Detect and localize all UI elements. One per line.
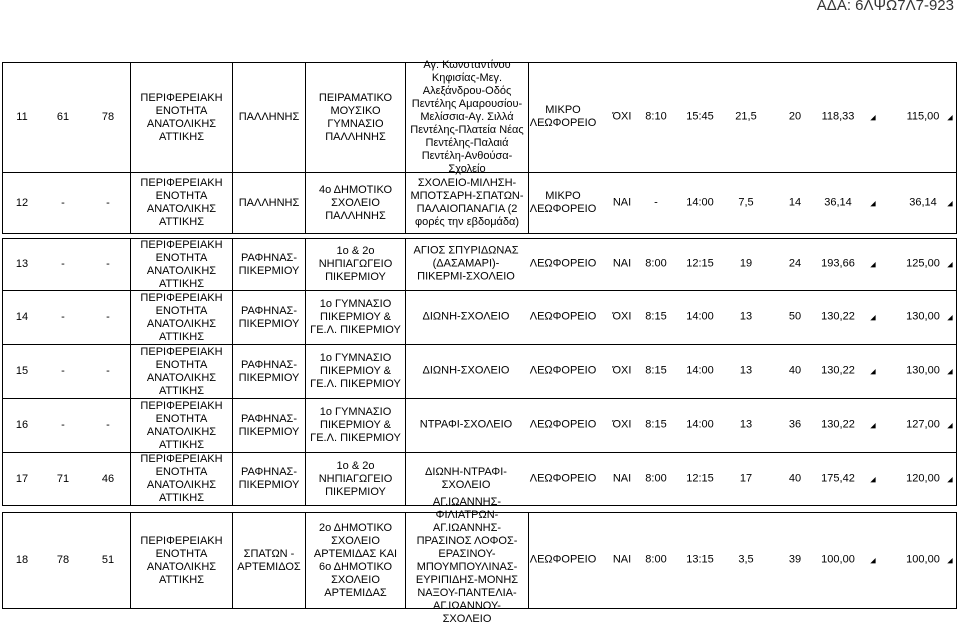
- cell-municipality: ΡΑΦΗΝΑΣ-ΠΙΚΕΡΜΙΟΥ: [232, 452, 306, 506]
- cell-offer-cost: 120,00: [906, 472, 940, 484]
- cell-route: ΔΙΩΝΗ-ΝΤΡΑΦΙ-ΣΧΟΛΕΙΟ: [425, 465, 507, 491]
- cell-no: 16: [2, 398, 41, 453]
- currency-marker-icon: ◢: [870, 422, 876, 430]
- currency-marker-icon: ◢: [870, 368, 876, 376]
- cell-school: 1ο ΓΥΜΝΑΣΙΟ ΠΙΚΕΡΜΙΟΥ & ΓΕ.Λ. ΠΙΚΕΡΜΙΟΥ: [305, 290, 406, 345]
- cell-escort-flag: ΌΧΙ: [612, 310, 632, 323]
- cell-c2: 71: [40, 452, 86, 506]
- cell-offer-cost: 100,00: [906, 553, 940, 566]
- cell-region: ΠΕΡΙΦΕΡΕΙΑΚΗ ΕΝΟΤΗΤΑ ΑΝΑΤΟΛΙΚΗΣ ΑΤΤΙΚΗΣ: [130, 512, 233, 609]
- cell-start-time: 8:15: [645, 418, 667, 431]
- cell-c3: -: [85, 398, 131, 453]
- cell-daily-cost: 193,66: [821, 257, 855, 270]
- cell-offer-cost: 115,00: [906, 110, 940, 123]
- currency-marker-icon: ◢: [947, 261, 953, 269]
- cell-students: 20: [788, 110, 802, 123]
- currency-marker-icon: ◢: [947, 200, 953, 207]
- cell-km: 13: [739, 310, 753, 323]
- cell-municipality: ΡΑΦΗΝΑΣ-ΠΙΚΕΡΜΙΟΥ: [232, 290, 306, 345]
- cell-school: 1ο & 2ο ΝΗΠΙΑΓΩΓΕΙΟ ΠΙΚΕΡΜΙΟΥ: [305, 238, 406, 291]
- cell-c2: 61: [40, 62, 86, 173]
- cell-municipality: ΡΑΦΗΝΑΣ-ΠΙΚΕΡΜΙΟΥ: [232, 398, 306, 453]
- cell-daily-cost: 118,33: [821, 110, 855, 123]
- currency-marker-icon: ◢: [947, 314, 953, 322]
- cell-vehicle-type: ΜΙΚΡΟ ΛΕΩΦΟΡΕΙΟ: [529, 104, 597, 129]
- cell-region: ΠΕΡΙΦΕΡΕΙΑΚΗ ΕΝΟΤΗΤΑ ΑΝΑΤΟΛΙΚΗΣ ΑΤΤΙΚΗΣ: [130, 290, 233, 345]
- cell-offer-cost: 130,00: [906, 364, 940, 377]
- cell-municipality: ΣΠΑΤΩΝ - ΑΡΤΕΜΙΔΟΣ: [232, 512, 306, 609]
- cell-escort-flag: ΌΧΙ: [612, 364, 632, 377]
- cell-no: 12: [2, 172, 41, 234]
- cell-start-time: 8:10: [645, 110, 667, 123]
- cell-route: ΔΙΩΝΗ-ΣΧΟΛΕΙΟ: [422, 364, 510, 377]
- cell-escort-flag: ΝΑΙ: [612, 196, 632, 208]
- cell-vehicle-type: ΛΕΩΦΟΡΕΙΟ: [529, 553, 597, 566]
- currency-marker-icon: ◢: [870, 476, 876, 483]
- cell-c3: 46: [85, 452, 131, 506]
- cell-route: ΝΤΡΑΦΙ-ΣΧΟΛΕΙΟ: [419, 418, 513, 431]
- cell-km: 21,5: [735, 110, 757, 123]
- cell-no: 14: [2, 290, 41, 345]
- cell-end-time: 14:00: [686, 310, 714, 323]
- cell-end-time: 14:00: [686, 418, 714, 431]
- cell-c3: 51: [85, 512, 131, 609]
- currency-marker-icon: ◢: [947, 368, 953, 376]
- cell-vehicle-type: ΛΕΩΦΟΡΕΙΟ: [529, 472, 597, 484]
- cell-km: 13: [739, 418, 753, 431]
- cell-students: 36: [788, 418, 802, 431]
- cell-km: 3,5: [738, 553, 754, 566]
- cell-students: 39: [788, 553, 802, 566]
- cell-school: 2ο ΔΗΜΟΤΙΚΟ ΣΧΟΛΕΙΟ ΑΡΤΕΜΙΔΑΣ ΚΑΙ 6ο ΔΗΜΟΤΙΚΟ ΣΧΟΛΕΙΟ ΑΡΤΕΜΙΔΑΣ: [305, 512, 406, 609]
- cell-km: 7,5: [738, 196, 754, 208]
- cell-school: 1ο ΓΥΜΝΑΣΙΟ ΠΙΚΕΡΜΙΟΥ & ΓΕ.Λ. ΠΙΚΕΡΜΙΟΥ: [305, 398, 406, 453]
- cell-municipality: ΡΑΦΗΝΑΣ-ΠΙΚΕΡΜΙΟΥ: [232, 238, 306, 291]
- cell-vehicle-type: ΛΕΩΦΟΡΕΙΟ: [529, 364, 597, 377]
- cell-route: Αγ. Κωνσταντίνου Κηφισίας-Μεγ. Αλεξάνδρου-Οδός Πεντέλης Αμαρουσίου-Μελίσσια-Αγ. Σιλλά Πεντέλης-Πλατεία Νέας Πεντέλης-Παλαιά Πεντέλη-Ανθούσα-Σχολείο: [405, 62, 529, 173]
- currency-marker-icon: ◢: [870, 261, 876, 269]
- cell-region: ΠΕΡΙΦΕΡΕΙΑΚΗ ΕΝΟΤΗΤΑ ΑΝΑΤΟΛΙΚΗΣ ΑΤΤΙΚΗΣ: [130, 398, 233, 453]
- cell-vehicle-type: ΛΕΩΦΟΡΕΙΟ: [529, 418, 597, 431]
- cell-route: ΑΓΙΟΣ ΣΠΥΡΙΔΩΝΑΣ (ΔΑΣΑΜΑΡΙ)-ΠΙΚΕΡΜΙ-ΣΧΟΛΕΙΟ: [413, 244, 519, 283]
- cell-municipality: ΡΑΦΗΝΑΣ-ΠΙΚΕΡΜΙΟΥ: [232, 344, 306, 399]
- currency-marker-icon: ◢: [947, 476, 953, 483]
- cell-students: 24: [788, 257, 802, 270]
- cell-c2: -: [40, 398, 86, 453]
- cell-no: 13: [2, 238, 41, 291]
- cell-route: ΔΙΩΝΗ-ΣΧΟΛΕΙΟ: [422, 310, 510, 323]
- cell-start-time: 8:00: [645, 257, 667, 270]
- cell-region: ΠΕΡΙΦΕΡΕΙΑΚΗ ΕΝΟΤΗΤΑ ΑΝΑΤΟΛΙΚΗΣ ΑΤΤΙΚΗΣ: [130, 344, 233, 399]
- cell-municipality: ΠΑΛΛΗΝΗΣ: [232, 172, 306, 234]
- cell-end-time: 12:15: [686, 257, 714, 270]
- cell-daily-cost: 130,22: [821, 310, 855, 323]
- cell-daily-cost: 130,22: [821, 364, 855, 377]
- cell-offer-cost: 125,00: [906, 257, 940, 270]
- cell-students: 14: [788, 196, 802, 208]
- cell-vehicle-type: ΛΕΩΦΟΡΕΙΟ: [529, 310, 597, 323]
- cell-offer-cost: 36,14: [909, 196, 937, 208]
- currency-marker-icon: ◢: [870, 200, 876, 207]
- cell-region: ΠΕΡΙΦΕΡΕΙΑΚΗ ΕΝΟΤΗΤΑ ΑΝΑΤΟΛΙΚΗΣ ΑΤΤΙΚΗΣ: [130, 172, 233, 234]
- cell-km: 17: [739, 472, 753, 484]
- cell-c3: 78: [85, 62, 131, 173]
- cell-daily-cost: 36,14: [824, 196, 852, 208]
- cell-c2: 78: [40, 512, 86, 609]
- currency-marker-icon: ◢: [870, 557, 876, 565]
- cell-end-time: 12:15: [686, 472, 714, 484]
- cell-c3: -: [85, 344, 131, 399]
- cell-route: ΣΧΟΛΕΙΟ-ΜΙΛΗΣΗ-ΜΠΟΤΣΑΡΗ-ΣΠΑΤΩΝ-ΠΑΛΑΙΟΠΑΝΑΓΙΑ (2 φορές την εβδομάδα): [405, 172, 529, 234]
- cell-daily-cost: 175,42: [821, 472, 855, 484]
- cell-school: ΠΕΙΡΑΜΑΤΙΚΟ ΜΟΥΣΙΚΟ ΓΥΜΝΑΣΙΟ ΠΑΛΛΗΝΗΣ: [305, 62, 406, 173]
- cell-end-time: 14:00: [686, 364, 714, 377]
- cell-students: 50: [788, 310, 802, 323]
- cell-c3: -: [85, 290, 131, 345]
- cell-start-time: 8:15: [645, 310, 667, 323]
- cell-students: 40: [788, 472, 802, 484]
- cell-end-time: 14:00: [686, 196, 714, 208]
- cell-school: 4ο ΔΗΜΟΤΙΚΟ ΣΧΟΛΕΙΟ ΠΑΛΛΗΝΗΣ: [305, 172, 406, 234]
- currency-marker-icon: ◢: [947, 422, 953, 430]
- cell-school: 1ο & 2ο ΝΗΠΙΑΓΩΓΕΙΟ ΠΙΚΕΡΜΙΟΥ: [305, 452, 406, 506]
- cell-escort-flag: ΝΑΙ: [612, 472, 632, 484]
- currency-marker-icon: ◢: [870, 314, 876, 322]
- cell-end-time: 13:15: [686, 553, 714, 566]
- cell-no: 18: [2, 512, 41, 609]
- cell-school: 1ο ΓΥΜΝΑΣΙΟ ΠΙΚΕΡΜΙΟΥ & ΓΕ.Λ. ΠΙΚΕΡΜΙΟΥ: [305, 344, 406, 399]
- cell-c2: -: [40, 344, 86, 399]
- cell-vehicle-type: ΜΙΚΡΟ ΛΕΩΦΟΡΕΙΟ: [529, 189, 597, 215]
- cell-escort-flag: ΌΧΙ: [612, 418, 632, 431]
- cell-c2: -: [40, 172, 86, 234]
- cell-c3: -: [85, 238, 131, 291]
- cell-c2: -: [40, 238, 86, 291]
- cell-daily-cost: 130,22: [821, 418, 855, 431]
- cell-no: 17: [2, 452, 41, 506]
- cell-region: ΠΕΡΙΦΕΡΕΙΑΚΗ ΕΝΟΤΗΤΑ ΑΝΑΤΟΛΙΚΗΣ ΑΤΤΙΚΗΣ: [130, 238, 233, 291]
- cell-region: ΠΕΡΙΦΕΡΕΙΑΚΗ ΕΝΟΤΗΤΑ ΑΝΑΤΟΛΙΚΗΣ ΑΤΤΙΚΗΣ: [130, 452, 233, 506]
- cell-students: 40: [788, 364, 802, 377]
- cell-route: ΑΓ.ΙΩΑΝΝΗΣ-ΦΙΛΙΑΤΡΩΝ-ΑΓ.ΙΩΑΝΝΗΣ-ΠΡΑΣΙΝΟΣ ΛΟΦΟΣ-ΕΡΑΣΙΝΟΥ-ΜΠΟΥΜΠΟΥΛΙΝΑΣ-ΕΥΡΙΠΙΔΗΣ-ΜΟΝΗΣ ΝΑΞΟΥ-ΠΑΝΤΕΛΙΑ-ΑΓ.ΙΩΑΝΝΟΥ-ΣΧΟΛΕΙΟ: [405, 512, 529, 609]
- currency-marker-icon: ◢: [947, 114, 953, 122]
- cell-no: 15: [2, 344, 41, 399]
- cell-escort-flag: ΝΑΙ: [612, 553, 632, 566]
- cell-municipality: ΠΑΛΛΗΝΗΣ: [232, 62, 306, 173]
- cell-c3: -: [85, 172, 131, 234]
- cell-end-time: 15:45: [686, 110, 714, 123]
- cell-start-time: 8:00: [645, 472, 667, 484]
- cell-km: 13: [739, 364, 753, 377]
- cell-km: 19: [739, 257, 753, 270]
- cell-offer-cost: 130,00: [906, 310, 940, 323]
- cell-start-time: 8:15: [645, 364, 667, 377]
- cell-daily-cost: 100,00: [821, 553, 855, 566]
- cell-start-time: -: [654, 196, 658, 208]
- cell-region: ΠΕΡΙΦΕΡΕΙΑΚΗ ΕΝΟΤΗΤΑ ΑΝΑΤΟΛΙΚΗΣ ΑΤΤΙΚΗΣ: [130, 62, 233, 173]
- currency-marker-icon: ◢: [947, 557, 953, 565]
- cell-start-time: 8:00: [645, 553, 667, 566]
- cell-escort-flag: ΝΑΙ: [612, 257, 632, 270]
- cell-vehicle-type: ΛΕΩΦΟΡΕΙΟ: [529, 257, 597, 270]
- currency-marker-icon: ◢: [870, 114, 876, 122]
- cell-no: 11: [2, 62, 41, 173]
- cell-c2: -: [40, 290, 86, 345]
- document-ada-header: ΑΔΑ: 6ΛΨΩ7Λ7-923: [816, 0, 954, 14]
- cell-offer-cost: 127,00: [906, 418, 940, 431]
- cell-escort-flag: ΌΧΙ: [612, 110, 632, 123]
